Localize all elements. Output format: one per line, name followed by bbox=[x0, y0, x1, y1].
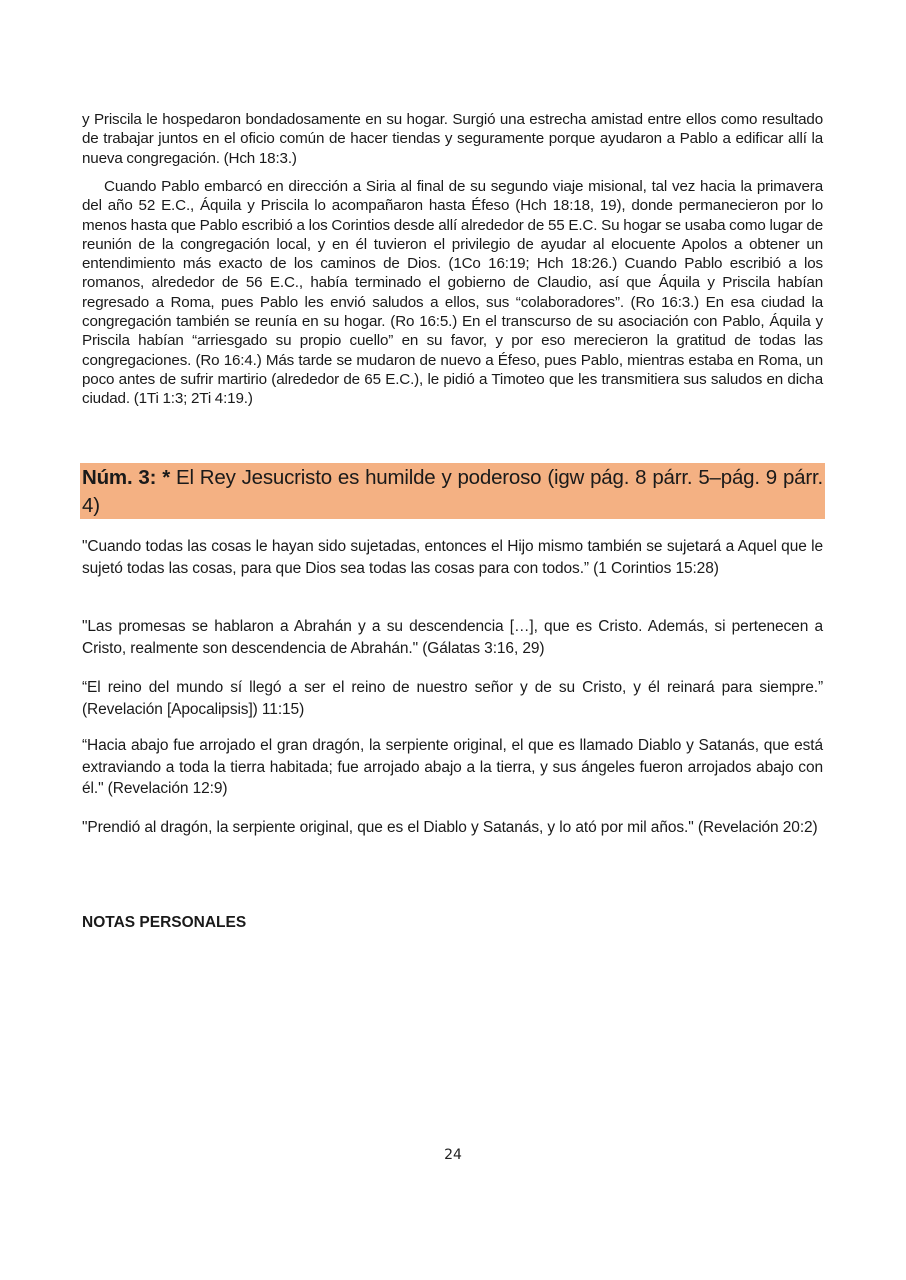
section-heading-number: Núm. 3: * bbox=[82, 466, 171, 489]
section-heading-title: El Rey Jesucristo es humilde y poderoso (igw pág. 8 párr. 5–pág. 9 párr. 4) bbox=[82, 466, 824, 517]
scripture-quote-revelacion-11: “El reino del mundo sí llegó a ser el reino de nuestro señor y de su Cristo, y él reinará para siempre.” (Revelación [Apocalipsis]) 11:15) bbox=[82, 679, 823, 718]
section-heading bbox=[80, 463, 825, 519]
scripture-quote-revelacion-12: “Hacia abajo fue arrojado el gran dragón, la serpiente original, el que es llamado Diablo y Satanás, que está extraviando a toda la tierra habitada; fue arrojado abajo a la tierra, y sus ángeles fueron arrojados abajo con él." (Revelación 12:9) bbox=[82, 737, 823, 797]
scripture-quote-1-corintios: "Cuando todas las cosas le hayan sido sujetadas, entonces el Hijo mismo también se sujetará a Aquel que le sujetó todas las cosas, para que Dios sea todas las cosas para con todos.” (1 Corintios 15:28) bbox=[82, 538, 823, 577]
scripture-quote-revelacion-20: "Prendió al dragón, la serpiente original, que es el Diablo y Satanás, y lo ató por mil años." (Revelación 20:2) bbox=[82, 819, 818, 836]
body-paragraph-continuation: y Priscila le hospedaron bondadosamente en su hogar. Surgió una estrecha amistad entre ellos como resultado de trabajar juntos en el oficio común de hacer tiendas y seguramente porque ayudaron a Pablo a edificar allí la nueva congregación. (Hch 18:3.) bbox=[82, 111, 823, 167]
body-paragraph-aquila-priscila: Cuando Pablo embarcó en dirección a Siria al final de su segundo viaje misional, tal vez hacia la primavera del año 52 E.C., Áquila y Priscila lo acompañaron hasta Éfeso (Hch 18:18, 19), donde permanecieron por lo menos hasta que Pablo escribió a los Corintios desde allí alrededor de 55 E.C. Su hogar se usaba como lugar de reunión de la congregación local, y en él tuvieron el privilegio de ayudar al elocuente Apolos a obtener un entendimiento más exacto de los caminos de Dios. (1Co 16:19; Hch 18:26.) Cuando Pablo escribió a los romanos, alrededor de 56 E.C., había terminado el gobierno de Claudio, así que Áquila y Priscila habían regresado a Roma, pues Pablo les envió saludos a ellos, sus “colaboradores”. (Ro 16:3.) En esa ciudad la congregación también se reunía en su hogar. (Ro 16:5.) En el transcurso de su asociación con Pablo, Áquila y Priscila habían “arriesgado su propio cuello” en su favor, y por eso merecieron la gratitud de todas las congregaciones. (Ro 16:4.) Más tarde se mudaron de nuevo a Éfeso, pues Pablo, mientras estaba en Roma, un poco antes de sufrir martirio (alrededor de 65 E.C.), le pidió a Timoteo que les transmitiera sus saludos en dicha ciudad. (1Ti 1:3; 2Ti 4:19.) bbox=[82, 178, 823, 408]
scripture-quote-galatas: "Las promesas se hablaron a Abrahán y a su descendencia […], que es Cristo. Además, si pertenecen a Cristo, realmente son descendencia de Abrahán." (Gálatas 3:16, 29) bbox=[82, 618, 823, 657]
page-number: 24 bbox=[444, 1147, 462, 1163]
personal-notes-heading: NOTAS PERSONALES bbox=[82, 914, 247, 931]
